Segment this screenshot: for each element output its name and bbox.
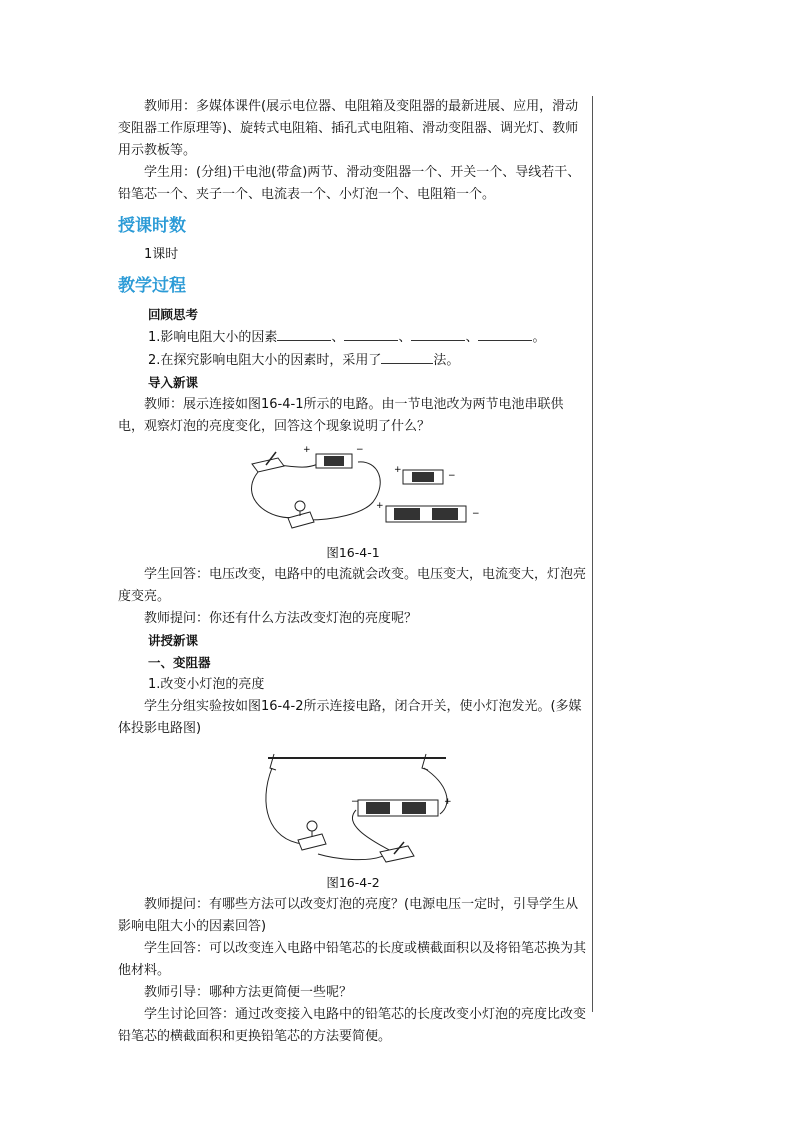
group-experiment: 学生分组实验按如图16-4-2所示连接电路，闭合开关，使小灯泡发光。(多媒体投影电路图) [118, 699, 582, 736]
wire [308, 462, 380, 520]
circuit-diagram-2 [118, 744, 588, 864]
blank-4[interactable] [478, 326, 532, 341]
sep: 、 [331, 330, 345, 345]
plus-sign: + [376, 501, 384, 511]
teacher-question-2: 教师提问：有哪些方法可以改变灯泡的亮度？(电源电压一定时，引导学生从影响电阻大小的因素回答) [118, 897, 579, 934]
plus-sign: + [303, 445, 311, 455]
lesson-content [118, 96, 588, 1048]
intro-title: 导入新课 [148, 375, 199, 390]
minus-sign: − [448, 471, 456, 481]
review-title: 回顾思考 [148, 307, 199, 322]
intro-text: 教师：展示连接如图16-4-1所示的电路。由一节电池改为两节电池串联供电，观察灯泡的亮度变化，回答这个现象说明了什么？ [118, 397, 564, 434]
student-answer-2: 学生回答：可以改变连入电路中铅笔芯的长度或横截面积以及将铅笔芯换为其他材料。 [118, 941, 587, 978]
sep: 、 [398, 330, 412, 345]
review-q2-text: 2.在探究影响电阻大小的因素时，采用了 [148, 353, 382, 368]
figure-16-4-1 [118, 442, 588, 562]
bulb-icon [288, 501, 314, 528]
bulb-icon [298, 821, 326, 850]
new-lesson-title: 讲授新课 [148, 633, 199, 648]
review-question-1 [148, 326, 588, 349]
wire [266, 768, 303, 844]
wire [318, 854, 383, 860]
figure-caption: 图16-4-1 [326, 545, 380, 560]
plus-sign: + [394, 465, 402, 475]
circuit-diagram-1 [118, 442, 588, 534]
end-mark: 。 [532, 330, 546, 345]
single-battery-icon [394, 465, 456, 484]
teacher-materials-paragraph: 教师用：多媒体课件(展示电位器、电阻箱及变阻器的最新进展、应用，滑动变阻器工作原理等)、旋转式电阻箱、插孔式电阻箱、滑动变阻器、调光灯、教师用示教板等。 [118, 99, 579, 158]
student-materials-paragraph: 学生用：(分组)干电池(带盒)两节、滑动变阻器一个、开关一个、导线若干、铅笔芯一个、夹子一个、电流表一个、小灯泡一个、电阻箱一个。 [118, 165, 581, 202]
blank-3[interactable] [411, 326, 465, 341]
blank-5[interactable] [381, 349, 433, 364]
teacher-guide: 教师引导：哪种方法更简便一些呢？ [144, 985, 353, 1000]
blank-2[interactable] [344, 326, 398, 341]
student-answer-1: 学生回答：电压改变，电路中的电流就会改变。电压变大，电流变大，灯泡亮度变亮。 [118, 567, 587, 604]
review-q1-text: 1.影响电阻大小的因素 [148, 330, 278, 345]
review-q2-suffix: 法。 [433, 353, 460, 368]
switch-icon [380, 842, 414, 862]
point-1: 1.改变小灯泡的亮度 [148, 677, 265, 692]
figure-caption: 图16-4-2 [326, 875, 380, 890]
battery-pack-icon [351, 797, 452, 816]
figure-16-4-2 [118, 744, 588, 892]
teacher-question-1: 教师提问：你还有什么方法改变灯泡的亮度呢？ [144, 611, 418, 626]
review-question-2 [148, 349, 588, 372]
section-heading-process: 教学过程 [118, 276, 186, 296]
student-discussion: 学生讨论回答：通过改变接入电路中的铅笔芯的长度改变小灯泡的亮度比改变铅笔芯的横截面积和更换铅笔芯的方法要简便。 [118, 1007, 587, 1044]
wire [252, 472, 298, 518]
clip-icon [270, 754, 276, 770]
switch-icon [252, 452, 284, 472]
minus-sign: − [472, 509, 480, 519]
clip-icon [422, 754, 428, 770]
blank-1[interactable] [277, 326, 331, 341]
minus-sign: − [351, 797, 359, 807]
plus-sign: + [444, 797, 452, 807]
sep: 、 [465, 330, 479, 345]
hours-text: 1课时 [144, 247, 179, 262]
right-margin-rule [592, 96, 593, 1012]
part1-title: 一、变阻器 [148, 655, 211, 670]
minus-sign: − [356, 445, 364, 455]
section-heading-hours: 授课时数 [118, 216, 186, 236]
double-battery-icon [376, 501, 480, 522]
battery-icon [303, 445, 364, 468]
